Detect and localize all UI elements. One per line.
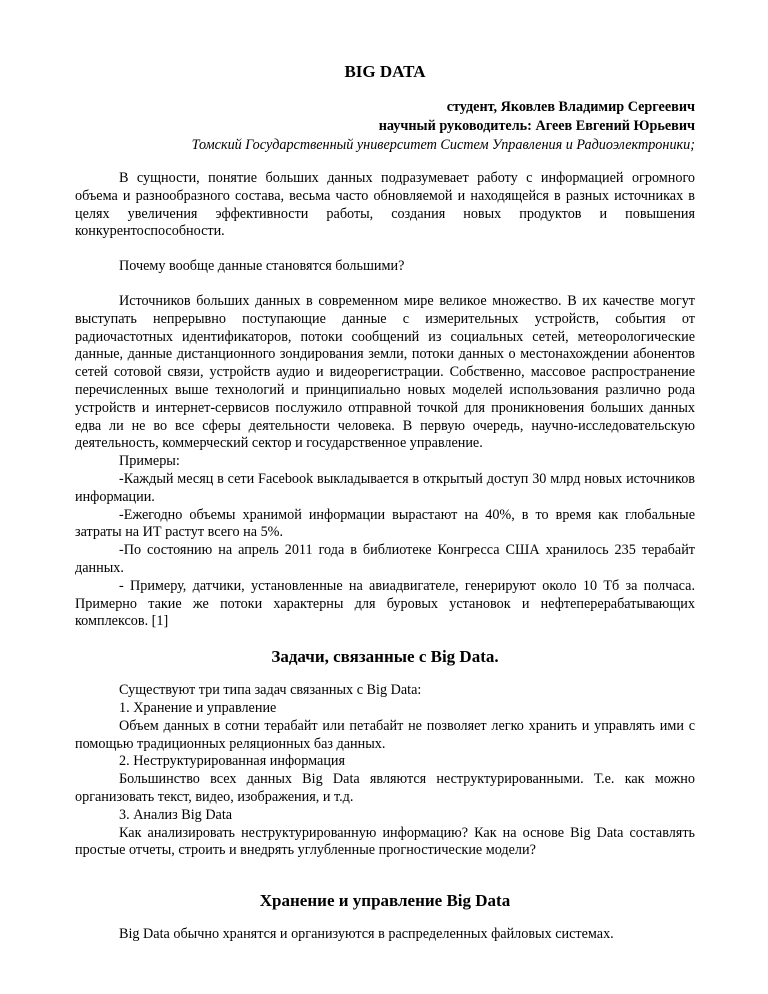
- task-text: Как анализировать неструктурированную информацию? Как на основе Big Data составлять простые отчеты, строить и внедрять углубленные прогностические модели?: [75, 824, 695, 859]
- example-item: -По состоянию на апрель 2011 года в библиотеке Конгресса США хранилось 235 терабайт данных.: [75, 542, 695, 576]
- example-item: - Примеру, датчики, установленные на авиадвигателе, генерируют около 10 Тб за полчаса. Примерно такие же потоки характерны для буровых установок и нефтеперерабатывающих комплексов. [1]: [75, 577, 695, 630]
- document-title: BIG DATA: [344, 62, 426, 81]
- section-heading-tasks: Задачи, связанные с Big Data.: [271, 647, 499, 667]
- example-item: -Каждый месяц в сети Facebook выкладывается в открытый доступ 30 млрд новых источников информации.: [75, 470, 695, 505]
- task-title: 3. Анализ Big Data: [119, 806, 233, 823]
- paragraph-intro: В сущности, понятие больших данных подразумевает работу с информацией огромного объема и разнообразного состава, весьма часто обновляемой и находящейся в разных источниках в целях увеличения эффективности работы, создания новых продуктов и повышения конкурентоспособности.: [75, 170, 695, 240]
- storage-text: Big Data обычно хранятся и организуются в распределенных файловых системах.: [119, 926, 614, 943]
- task-title: 1. Хранение и управление: [119, 699, 277, 716]
- paragraph-question: Почему вообще данные становятся большими?: [119, 258, 405, 275]
- example-item: -Ежегодно объемы хранимой информации вырастают на 40%, в то время как глобальные затраты на ИТ растут всего на 5%.: [75, 506, 695, 541]
- tasks-intro: Существуют три типа задач связанных с Big Data:: [119, 682, 422, 699]
- affiliation-line: Томский Государственный университет Систем Управления и Радиоэлектроники;: [191, 137, 695, 153]
- task-text: Объем данных в сотни терабайт или петабайт не позволяет легко хранить и управлять ими с помощью традиционных реляционных баз данных.: [75, 717, 695, 752]
- paragraph-sources: Источников больших данных в современном мире великое множество. В их качестве могут выступать непрерывно поступающие данные с измерительных устройств, события от радиочастотных идентификаторов, потоки сообщений из социальных сетей, метеорологические данные, данные дистанционного зондирования земли, потоки данных о местонахождении абонентов сетей сотовой связи, устройств аудио и видеорегистрации. Собственно, массовое распространение перечисленных выше технологий и принципиально новых моделей использования различно рода устройств и интернет-сервисов послужило отправной точкой для проникновения больших данных едва ли не во все сферы деятельности человека. В первую очередь, научно-исследовательскую деятельность, коммерческий сектор и государственное управление.: [75, 292, 695, 452]
- advisor-line: научный руководитель: Агеев Евгений Юрьевич: [378, 118, 695, 134]
- section-heading-storage: Хранение и управление Big Data: [259, 891, 511, 911]
- task-text: Большинство всех данных Big Data являются неструктурированными. Т.е. как можно организовать текст, видео, изображения, и т.д.: [75, 771, 695, 805]
- task-title: 2. Неструктурированная информация: [119, 753, 346, 770]
- document-content: [75, 60, 695, 944]
- author-line: студент, Яковлев Владимир Сергеевич: [446, 99, 695, 115]
- examples-label: Примеры:: [119, 453, 180, 470]
